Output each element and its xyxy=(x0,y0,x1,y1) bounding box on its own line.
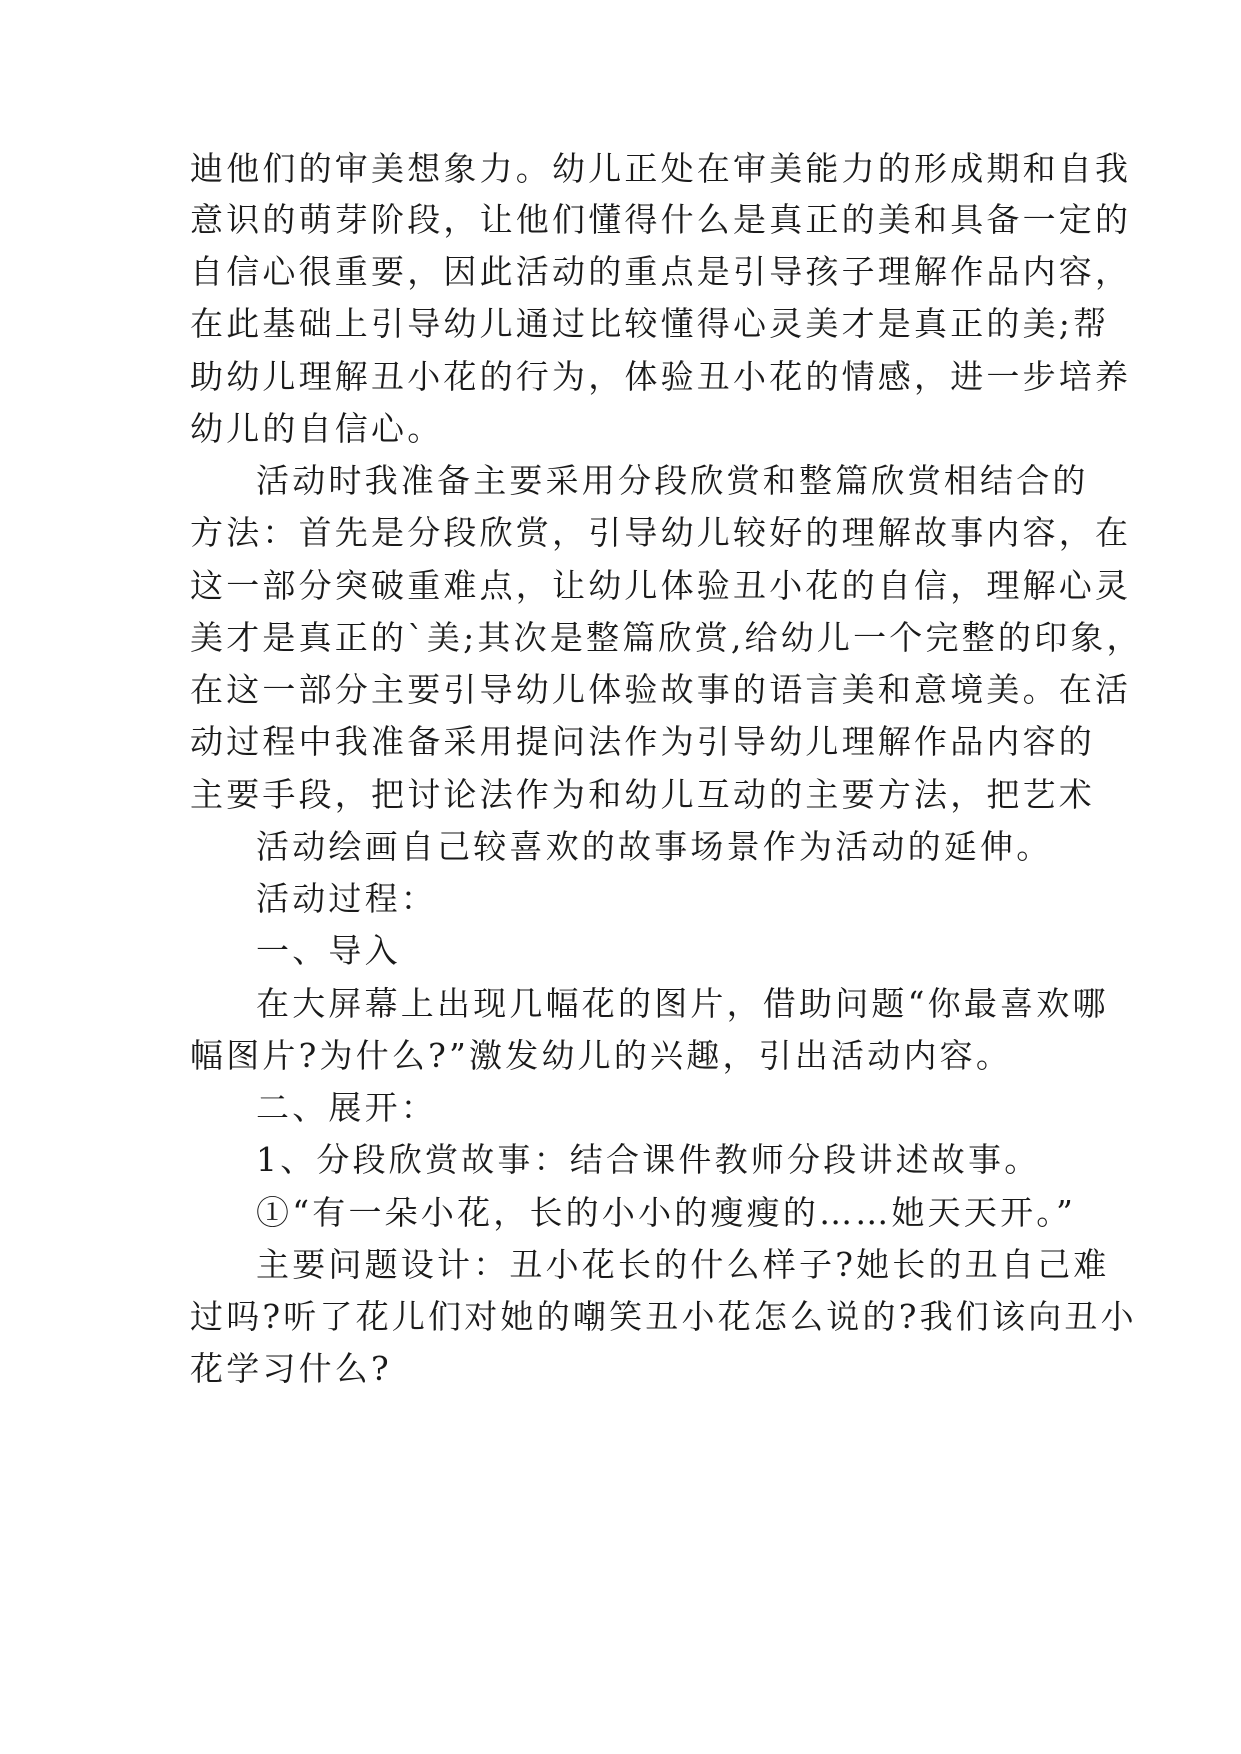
text-line: 花学习什么? xyxy=(190,1349,392,1388)
text-line: 在此基础上引导幼儿通过比较懂得心灵美才是真正的美;帮 xyxy=(190,304,1110,343)
text-line: 美才是真正的`美;其次是整篇欣赏,给幼儿一个完整的印象， xyxy=(190,618,1143,657)
text-line: 活动绘画自己较喜欢的故事场景作为活动的延伸。 xyxy=(256,827,1053,866)
text-line: ①“有一朵小花，长的小小的瘦瘦的……她天天开。” xyxy=(256,1193,1077,1232)
text-line: 助幼儿理解丑小花的行为，体验丑小花的情感，进一步培养 xyxy=(190,357,1132,396)
text-line: 主要问题设计：丑小花长的什么样子?她长的丑自己难 xyxy=(256,1245,1110,1284)
text-line: 在大屏幕上出现几幅花的图片，借助问题“你最喜欢哪 xyxy=(256,984,1109,1023)
text-line: 在这一部分主要引导幼儿体验故事的语言美和意境美。在活 xyxy=(190,670,1132,709)
text-line: 动过程中我准备采用提问法作为引导幼儿理解作品内容的 xyxy=(190,722,1095,761)
text-line: 方法：首先是分段欣赏，引导幼儿较好的理解故事内容，在 xyxy=(190,513,1132,552)
text-line: 这一部分突破重难点，让幼儿体验丑小花的自信，理解心灵 xyxy=(190,566,1132,605)
section-heading: 二、展开： xyxy=(256,1088,437,1127)
text-line: 活动时我准备主要采用分段欣赏和整篇欣赏相结合的 xyxy=(256,461,1089,500)
text-line: 主要手段，把讨论法作为和幼儿互动的主要方法，把艺术 xyxy=(190,775,1095,814)
section-heading: 一、导入 xyxy=(256,931,401,970)
text-line: 迪他们的审美想象力。幼儿正处在审美能力的形成期和自我 xyxy=(190,149,1132,188)
text-line: 幅图片?为什么?”激发幼儿的兴趣，引出活动内容。 xyxy=(190,1036,1013,1075)
text-line: 1、分段欣赏故事：结合课件教师分段讲述故事。 xyxy=(256,1140,1041,1179)
section-heading: 活动过程： xyxy=(256,879,437,918)
text-line: 意识的萌芽阶段，让他们懂得什么是真正的美和具备一定的 xyxy=(190,200,1132,239)
text-line: 幼儿的自信心。 xyxy=(190,409,444,448)
text-line: 自信心很重要，因此活动的重点是引导孩子理解作品内容， xyxy=(190,252,1132,291)
text-line: 过吗?听了花儿们对她的嘲笑丑小花怎么说的?我们该向丑小 xyxy=(190,1297,1137,1336)
